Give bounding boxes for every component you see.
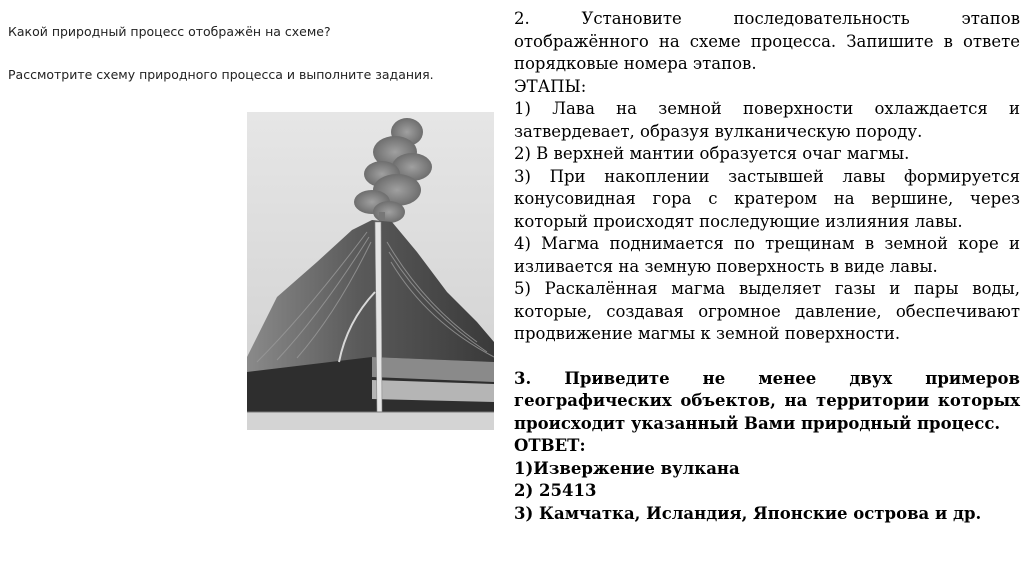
answer-2: 2) 25413	[514, 481, 597, 500]
volcano-diagram	[247, 112, 494, 430]
spacer	[514, 346, 1020, 368]
question-1: Какой природный процесс отображён на схеме?	[8, 24, 331, 39]
stage-5: 5) Раскалённая магма выделяет газы и пары воды, которые, создавая огромное давление, обеспечивают продвижение магмы к земной поверхности.	[514, 279, 1020, 343]
instruction: Рассмотрите схему природного процесса и выполните задания.	[8, 67, 434, 82]
stages-heading: ЭТАПЫ:	[514, 76, 587, 96]
volcano-cross-section-icon	[247, 112, 494, 430]
answer-heading: ОТВЕТ:	[514, 436, 586, 455]
task2-intro: отображённого на схеме процесса. Запишите в ответе порядковые номера этапов.	[514, 31, 1020, 73]
task2-intro-line1: 2. Установите последовательность этапов	[514, 9, 1020, 28]
left-questions	[8, 24, 498, 82]
stage-4: 4) Магма поднимается по трещинам в земной коре и изливается на земную поверхность в виде лавы.	[514, 234, 1020, 276]
answer-1: 1)Извержение вулкана	[514, 458, 740, 478]
stage-3: 3) При накоплении застывшей лавы формируется конусовидная гора с кратером на вершине, через который происходят последующие излияния лавы.	[514, 166, 1020, 231]
task-panel	[514, 8, 1020, 525]
task3-question: 3. Приведите не менее двух примеров географических объектов, на территории которых происходит указанный Вами природный процесс.	[514, 368, 1020, 433]
answer-3: 3) Камчатка, Исландия, Японские острова и др.	[514, 503, 982, 523]
stage-1: 1) Лава на земной поверхности охлаждается и затвердевает, образуя вулканическую породу.	[514, 99, 1020, 141]
stage-2: 2) В верхней мантии образуется очаг магмы.	[514, 144, 910, 163]
